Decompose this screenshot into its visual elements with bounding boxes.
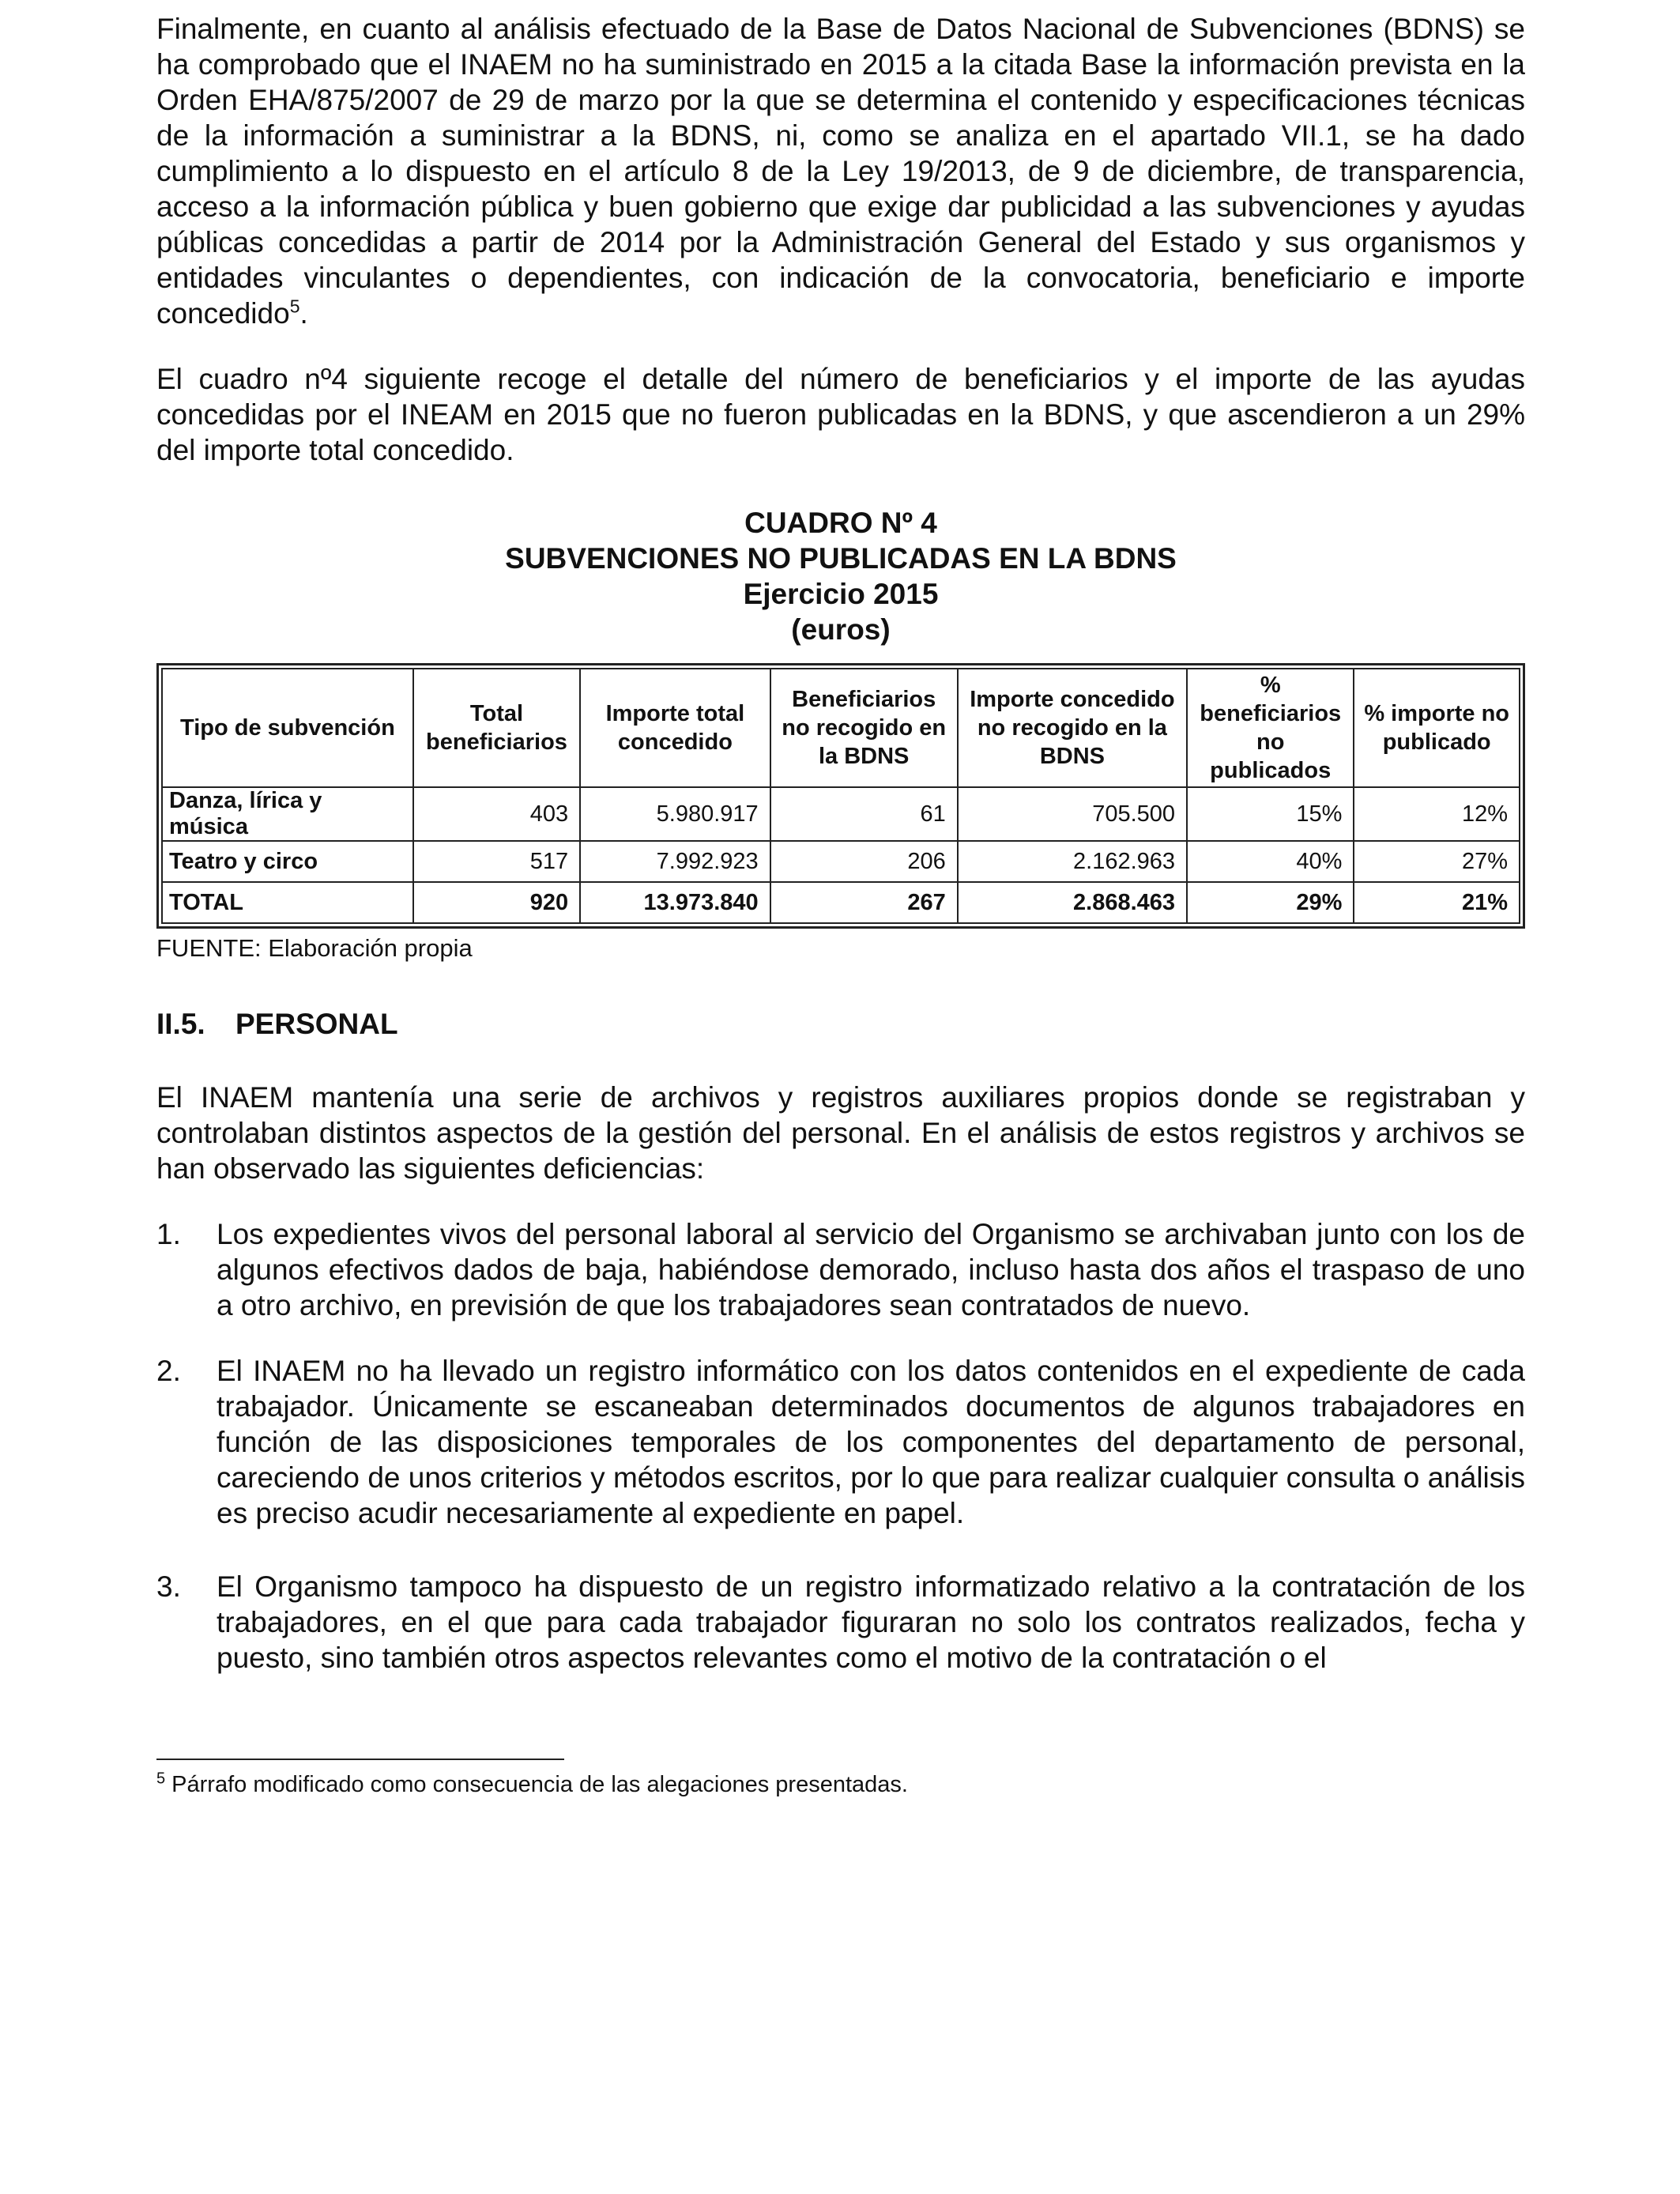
caption-line-3: Ejercicio 2015 (743, 578, 939, 610)
table-row (162, 787, 1520, 841)
header-cell: Total beneficiarios (413, 669, 580, 787)
table-cell: Teatro y circo (162, 841, 413, 882)
list-marker: 1. (156, 1218, 181, 1250)
table-cell: 29% (1187, 882, 1354, 923)
table-row (162, 841, 1520, 882)
table-cell: 920 (413, 882, 580, 923)
footnote-reference[interactable]: 5 (289, 296, 300, 317)
footnote-number: 5 (156, 1770, 166, 1788)
header-cell: % beneficiarios no publicados (1187, 669, 1354, 787)
table-cell: 61 (770, 787, 958, 841)
table-cell: 5.980.917 (580, 787, 770, 841)
section-title: PERSONAL (235, 1008, 398, 1040)
table-cell: 40% (1187, 841, 1354, 882)
table-cell: 7.992.923 (580, 841, 770, 882)
table-source: FUENTE: Elaboración propia (156, 934, 473, 962)
table-cell: Danza, lírica y música (162, 787, 413, 841)
footnote (156, 1770, 908, 1799)
list-item-text: El INAEM no ha llevado un registro informático con los datos contenidos en el expediente de cada trabajador. Únicamente se escaneaban determinados documentos de algunos trabajadores en función de las disposiciones temporales de los componentes del departamento de personal, careciendo de unos criterios y métodos escritos, por lo que para realizar cualquier consulta o análisis es preciso acudir necesariamente al expediente en papel. (217, 1355, 1525, 1529)
paragraph-bdns-analysis (156, 11, 1525, 331)
table-caption (156, 505, 1525, 647)
header-cell: Tipo de subvención (162, 669, 413, 787)
table-header-row (162, 669, 1520, 787)
table-cell: 403 (413, 787, 580, 841)
paragraph-personnel-intro: El INAEM mantenía una serie de archivos y registros auxiliares propios donde se registraban y controlaban distintos aspectos de la gestión del personal. En el análisis de estos registros y archivos se han observado las siguientes deficiencias: (156, 1081, 1525, 1185)
caption-line-2: SUBVENCIONES NO PUBLICADAS EN LA BDNS (505, 542, 1177, 575)
section-number: II.5. (156, 1008, 205, 1040)
list-marker: 2. (156, 1355, 181, 1387)
header-cell: Beneficiarios no recogido en la BDNS (770, 669, 958, 787)
table-cell: 13.973.840 (580, 882, 770, 923)
table-cell: TOTAL (162, 882, 413, 923)
footnote-text: Párrafo modificado como consecuencia de las alegaciones presentadas. (165, 1772, 908, 1797)
table-cell: 705.500 (958, 787, 1187, 841)
table-cell: 27% (1354, 841, 1520, 882)
table-cell: 21% (1354, 882, 1520, 923)
table-cell: 12% (1354, 787, 1520, 841)
list-item (156, 1353, 1525, 1531)
list-item (156, 1569, 1525, 1676)
paragraph-text: Finalmente, en cuanto al análisis efectuado de la Base de Datos Nacional de Subvenciones (BDNS) se ha comprobado que el INAEM no ha suministrado en 2015 a la citada Base la información prevista en la Orden EHA/875/2007 de 29 de marzo por la que se determina el contenido y especificaciones técnicas de la información a suministrar a la BDNS, ni, como se analiza en el apartado VII.1, se ha dado cumplimiento a lo dispuesto en el artículo 8 de la Ley 19/2013, de 9 de diciembre, de transparencia, acceso a la información pública y buen gobierno que exige dar publicidad a las subvenciones y ayudas públicas concedidas a partir de 2014 por la Administración General del Estado y sus organismos y entidades vinculantes o dependientes, con indicación de la convocatoria, beneficiario e importe concedido (156, 13, 1525, 330)
list-item-text: Los expedientes vivos del personal laboral al servicio del Organismo se archivaban junto con los de algunos efectivos dados de baja, habiéndose demorado, incluso hasta dos años el traspaso de uno a otro archivo, en previsión de que los trabajadores sean contratados de nuevo. (217, 1218, 1525, 1321)
list-item-text: El Organismo tampoco ha dispuesto de un registro informatizado relativo a la contratación de los trabajadores, en el que para cada trabajador figuraran no solo los contratos realizados, fecha y puesto, sino también otros aspectos relevantes como el motivo de la contratación o el (217, 1570, 1525, 1674)
table-frame (156, 663, 1525, 929)
table-cell: 206 (770, 841, 958, 882)
header-cell: Importe concedido no recogido en la BDNS (958, 669, 1187, 787)
caption-line-1: CUADRO Nº 4 (744, 507, 937, 539)
table-cell: 2.162.963 (958, 841, 1187, 882)
table-cell: 517 (413, 841, 580, 882)
footnote-separator (156, 1759, 564, 1760)
paragraph-end: . (299, 297, 308, 330)
table-cell: 2.868.463 (958, 882, 1187, 923)
list-marker: 3. (156, 1570, 181, 1603)
table-cell: 15% (1187, 787, 1354, 841)
list-item (156, 1216, 1525, 1323)
paragraph-table-intro: El cuadro nº4 siguiente recoge el detalle del número de beneficiarios y el importe de las ayudas concedidas por el INEAM en 2015 que no fueron publicadas en la BDNS, y que ascendieron a un 29% del importe total concedido. (156, 363, 1525, 466)
caption-line-4: (euros) (791, 613, 891, 646)
subsidies-table (161, 668, 1520, 924)
header-cell: % importe no publicado (1354, 669, 1520, 787)
table-cell: 267 (770, 882, 958, 923)
section-heading (156, 1006, 1525, 1042)
header-cell: Importe total concedido (580, 669, 770, 787)
table-total-row (162, 882, 1520, 923)
